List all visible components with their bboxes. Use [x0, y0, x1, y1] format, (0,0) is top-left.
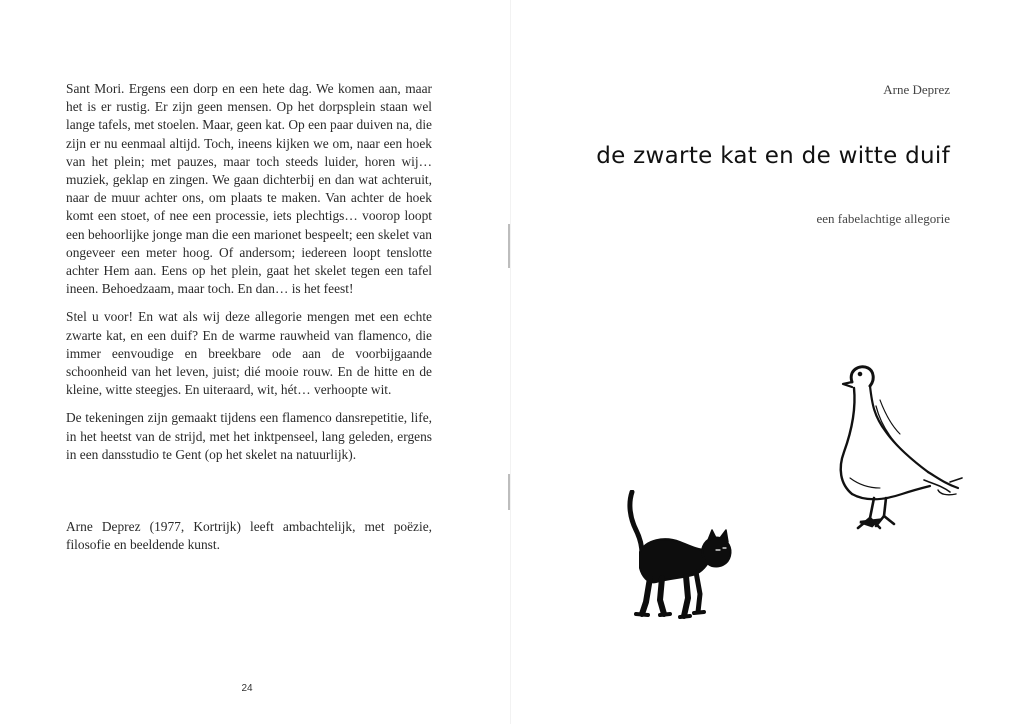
body-text: [66, 80, 432, 474]
book-subtitle: een fabelachtige allegorie: [816, 211, 950, 226]
dove-icon: [830, 360, 970, 535]
author-name: Arne Deprez: [883, 82, 950, 97]
scan-mark: [508, 474, 510, 510]
page-number: 24: [241, 683, 253, 694]
page-gutter: [510, 0, 511, 724]
author-bio: Arne Deprez (1977, Kortrijk) leeft ambachtelijk, met poëzie, filosofie en beeldende kunst.: [66, 519, 432, 553]
black-cat-icon: [624, 490, 734, 625]
scan-mark: [508, 224, 510, 268]
right-page: [512, 0, 1024, 724]
paragraph-drawings: De tekeningen zijn gemaakt tijdens een flamenco dansrepetitie, life, in het heetst van de strijd, met het inktpenseel, lang geleden, ergens in een dansstudio te Gent (op het skelet na natuurlijk).: [66, 410, 432, 462]
book-title: de zwarte kat en de witte duif: [596, 143, 950, 169]
paragraph-intro: Sant Mori. Ergens een dorp en een hete dag. We komen aan, maar het is er rustig. Er zijn geen mensen. Op het dorpsplein staan wel lange tafels, met stoelen. Maar, geen kat. Op een paar duiven na, die zijn er nu eenmaal altijd. Toch, ineens kijken we om, naar een hoek van het plein; met pauzes, maar toch steeds luider, horen wij… muziek, geklap en zingen. We gaan dichterbij en dan wat achteruit, naar de muur achter ons, om plaats te maken. Van achter de hoek komt een stoet, of nee een processie, iets plechtigs… voorop loopt een behoorlijke jonge man die een marionet bespeelt; een skelet van ongeveer een meter hoog. Of andersom; iedereen loopt tenslotte achter Hem aan. Eens op het plein, gaat het skelet tegen een tafel ineen. Behoedzaam, maar toch. En dan… is het feest!: [66, 81, 432, 297]
paragraph-allegory: Stel u voor! En wat als wij deze allegorie mengen met een echte zwarte kat, en een duif? En de warme rauwheid van flamenco, die immer eenvoudige en breekbare ode aan de voorbijgaande schoonheid van het leven, juist; dié mooie rouw. En de hitte en de kleine, witte steegjes. En uiteraard, wit, hét… verhoopte wit.: [66, 309, 432, 398]
